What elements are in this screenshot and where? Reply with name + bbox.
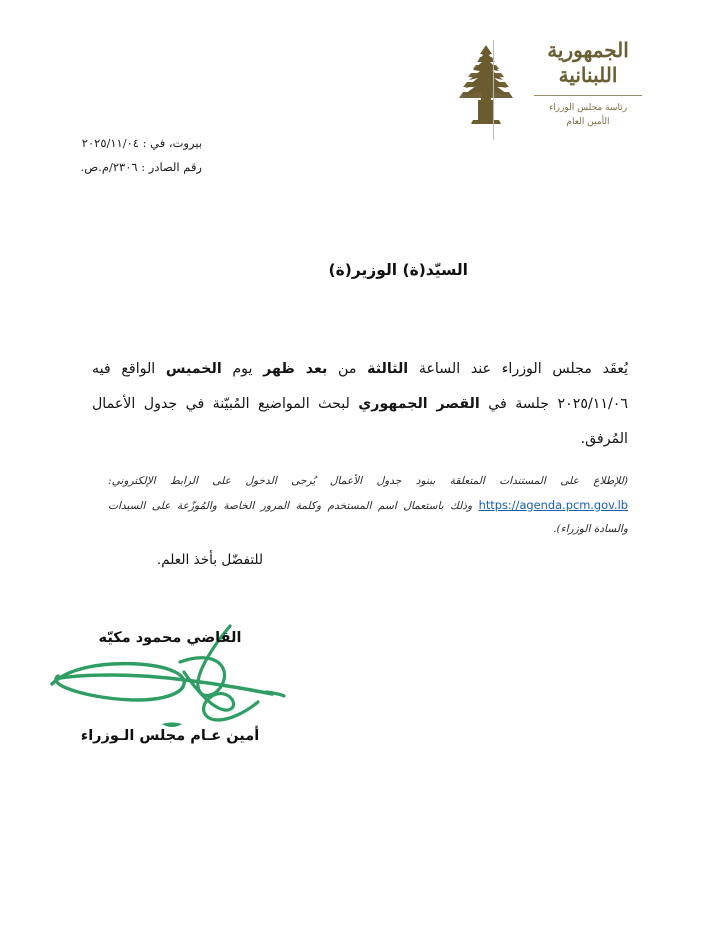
letterhead-vertical-rule bbox=[493, 40, 494, 140]
letterhead bbox=[444, 34, 694, 154]
issuing-authority bbox=[549, 101, 627, 130]
session-date: ٢٠٢٥/١١/٠٦ bbox=[557, 395, 628, 412]
body-paragraph bbox=[92, 352, 628, 456]
republic-name bbox=[547, 38, 629, 88]
agenda-portal-link[interactable]: https://agenda.pcm.gov.lb bbox=[478, 497, 628, 512]
reference-block bbox=[72, 132, 202, 179]
body-seg-5: جلسة في bbox=[479, 395, 558, 412]
agenda-access-note bbox=[108, 470, 628, 540]
authority-line-2: الأمين العام bbox=[566, 117, 610, 128]
place-and-date: بيروت، في : ٢٠٢٥/١١/٠٤ bbox=[81, 136, 202, 150]
body-seg-2: من bbox=[327, 361, 368, 377]
note-seg-1: (للإطلاع على المستندات المتعلقة ببنود جدول الأعمال يُرجى الدخول على الرابط الإلكتروني: bbox=[108, 475, 628, 487]
body-seg-4: الواقع فيه bbox=[92, 361, 166, 377]
body-seg-6: لبحث المواضيع المُبيّنة في جدول الأعمال المُرفق. bbox=[92, 395, 628, 447]
emblem-text-block bbox=[528, 34, 642, 130]
letterhead-divider bbox=[534, 95, 642, 96]
signature-block bbox=[36, 630, 304, 744]
body-bold-third-hour: الثالثة bbox=[367, 361, 409, 377]
body-bold-presidential-palace: القصر الجمهوري bbox=[358, 395, 480, 412]
signatory-name: القاضي محمود مكيّه bbox=[98, 630, 242, 646]
body-bold-afternoon: بعد ظهر bbox=[263, 361, 328, 377]
closing-text: للتفضّل بأخذ العلم. bbox=[156, 552, 264, 568]
body-bold-thursday: الخميس bbox=[165, 361, 222, 377]
emblem-line-1: الجمهورية bbox=[547, 38, 629, 62]
body-seg-3: يوم bbox=[221, 361, 264, 377]
signatory-title: أمين عـام مجلس الـوزراء bbox=[80, 728, 260, 744]
emblem-line-2: اللبنانية bbox=[558, 63, 618, 87]
closing-line bbox=[92, 552, 628, 568]
outgoing-number: رقم الصادر : ٢٣٠٦/م.ص. bbox=[80, 159, 202, 174]
note-seg-2: وذلك باستعمال اسم المستخدم وكلمة المرور الخاصة والمُوزّعة على السيدات والسادة الوزراء). bbox=[108, 499, 628, 535]
cedar-tree-icon bbox=[444, 34, 528, 134]
salutation: السيّد(ة) الوزير(ة) bbox=[328, 261, 468, 279]
body-seg-1: يُعقَد مجلس الوزراء عند الساعة bbox=[408, 361, 628, 377]
authority-line-1: رئاسة مجلس الوزراء bbox=[548, 103, 628, 113]
